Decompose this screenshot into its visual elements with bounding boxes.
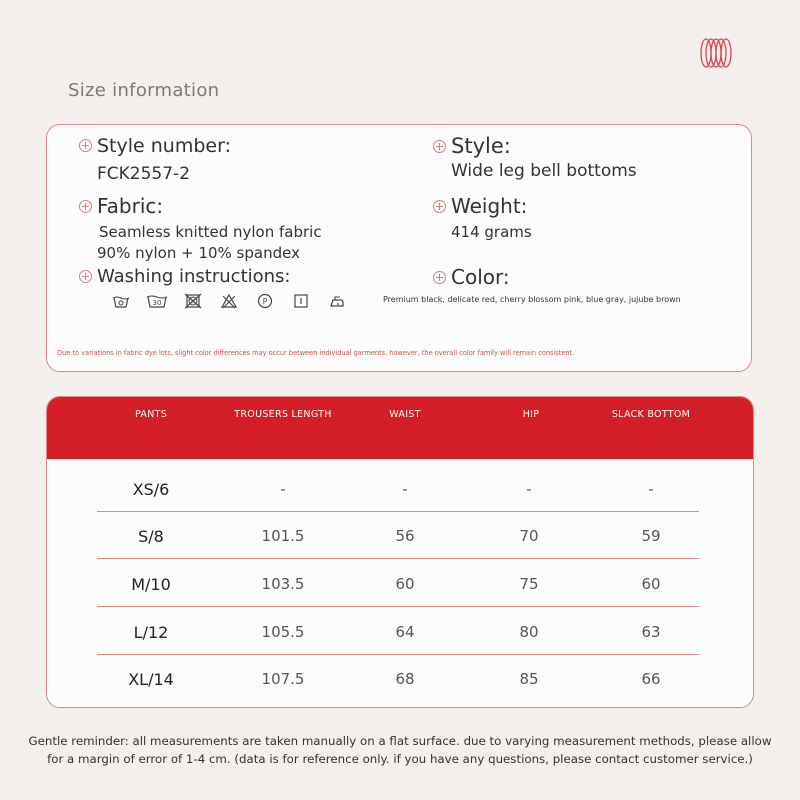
row-divider [97,606,699,607]
row-divider [97,558,699,559]
product-info-card [46,124,752,372]
no-bleach-icon [211,293,247,311]
plus-circle-icon [79,200,92,213]
slack-bottom-cell: 60 [641,575,661,593]
dry-clean-p-icon [247,293,283,311]
plus-circle-icon [433,140,446,153]
hip-cell: 70 [519,527,539,545]
fabric-line2: 90% nylon + 10% spandex [97,244,300,262]
size-cell: XL/14 [128,670,174,689]
table-row [97,655,699,702]
table-header [47,397,753,459]
reminder-line1: Gentle reminder: all measurements are taken manually on a flat surface. due to varying measurement methods, please allow [28,734,772,748]
length-cell: 103.5 [261,575,305,593]
no-tumble-dry-icon [175,293,211,311]
slack-bottom-cell: 63 [641,623,661,641]
style-value: Wide leg bell bottoms [451,161,637,181]
slack-bottom-cell: - [648,480,654,498]
size-table [46,396,754,708]
waist-cell: 68 [395,670,415,688]
hip-cell: - [526,480,532,498]
measurement-reminder [0,732,800,768]
line-dry-icon [283,293,319,311]
header-hip: HIP [522,409,540,420]
color-value: Premium black, delicate red, cherry blossom pink, blue gray, jujube brown [383,295,681,304]
plus-circle-icon [433,200,446,213]
header-trousers-length: TROUSERS LENGTH [234,409,332,420]
svg-text:30: 30 [152,299,162,307]
length-cell: 101.5 [261,527,305,545]
table-row [97,560,699,607]
style-label: Style: [433,134,511,158]
table-row [97,465,699,512]
size-cell: L/12 [133,623,169,642]
washing-label: Washing instructions: [79,266,291,287]
header-waist: WAIST [389,409,421,420]
wash-30-icon [139,293,175,311]
slack-bottom-cell: 59 [641,527,661,545]
iron-low-icon [319,293,355,311]
table-row [97,512,699,559]
length-cell: - [280,480,286,498]
style-number-label: Style number: [79,135,231,157]
waist-cell: - [402,480,408,498]
svg-text:P: P [262,297,268,306]
header-slack-bottom: SLACK BOTTOM [611,409,691,420]
fabric-label: Fabric: [79,194,163,218]
rings-logo-icon [696,36,736,70]
waist-cell: 60 [395,575,415,593]
size-cell: XS/6 [132,480,170,499]
fabric-line1: Seamless knitted nylon fabric [99,223,322,241]
length-cell: 107.5 [261,670,305,688]
hip-cell: 75 [519,575,539,593]
hip-cell: 85 [519,670,539,688]
size-cell: M/10 [131,575,171,594]
washing-icons [103,293,355,311]
hand-wash-icon [103,293,139,311]
hip-cell: 80 [519,623,539,641]
size-cell: S/8 [138,527,164,546]
header-pants: PANTS [134,409,168,420]
weight-label: Weight: [433,194,527,218]
weight-value: 414 grams [451,223,532,241]
reminder-line2: for a margin of error of 1-4 cm. (data is for reference only. if you have any questions, please contact customer service.) [47,752,753,766]
page-title: Size information [68,80,220,101]
slack-bottom-cell: 66 [641,670,661,688]
table-row [97,608,699,655]
waist-cell: 56 [395,527,415,545]
color-label: Color: [433,265,510,289]
style-number-value: FCK2557-2 [97,164,191,184]
color-disclaimer: Due to variations in fabric dye lots, slight color differences may occur between individual garments. however, the overall color family will remain consistent. [57,349,575,357]
length-cell: 105.5 [261,623,305,641]
plus-circle-icon [79,139,92,152]
plus-circle-icon [79,270,92,283]
waist-cell: 64 [395,623,415,641]
plus-circle-icon [433,271,446,284]
